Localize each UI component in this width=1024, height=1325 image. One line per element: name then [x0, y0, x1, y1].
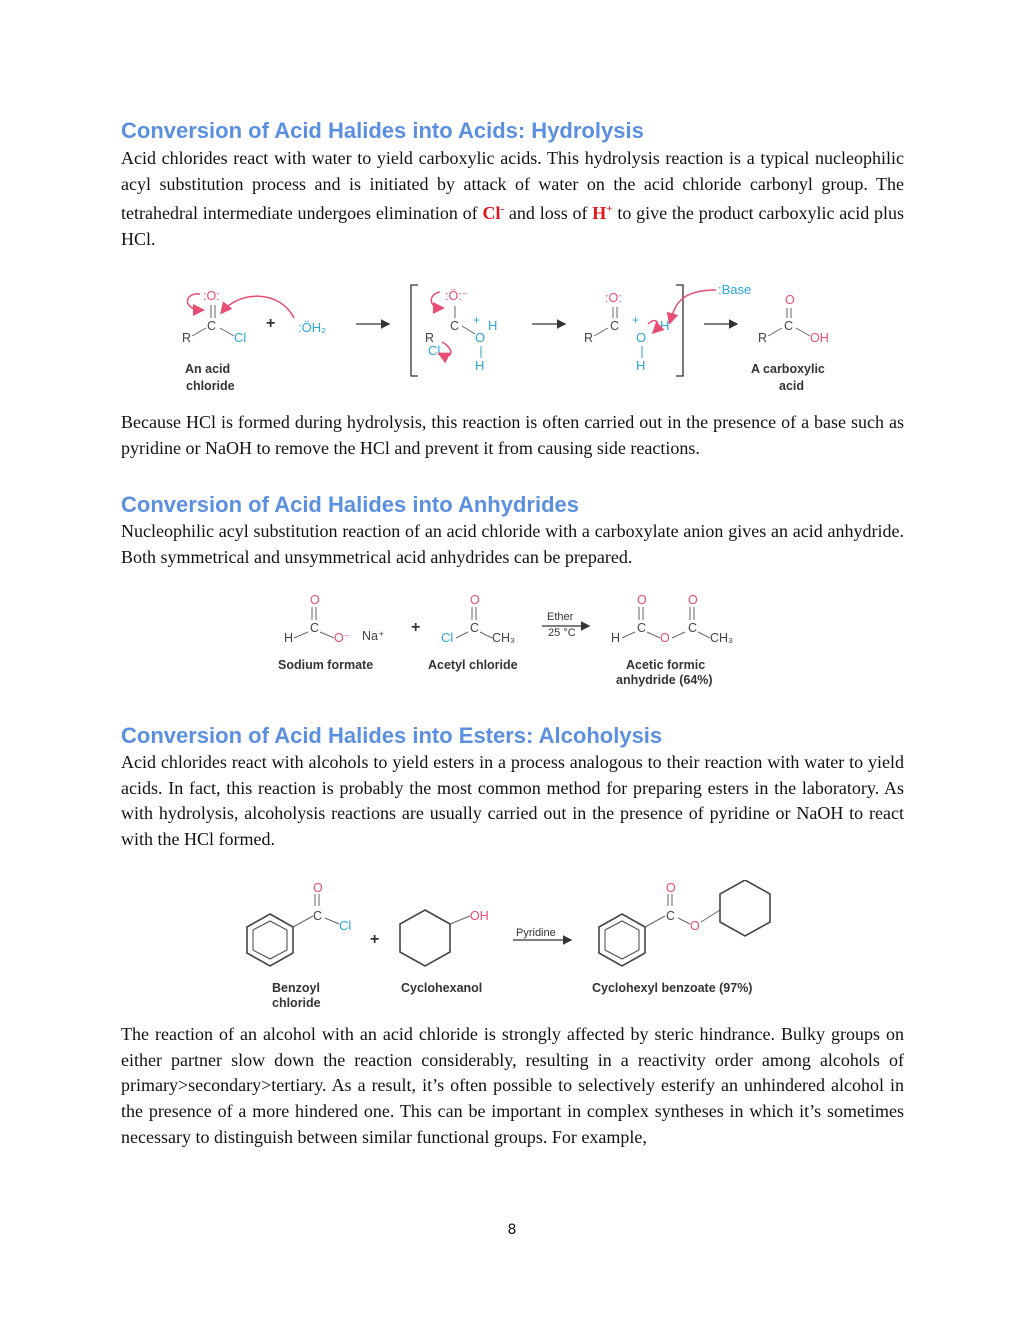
paragraph-hydrolysis-intro	[121, 146, 904, 253]
paragraph-anhydrides: Nucleophilic acyl substitution reaction of an acid chloride with a carboxylate anion gives an acid anhydride. Both symmetrical and unsymmetrical acid anhydrides can be prepared.	[121, 521, 904, 567]
product-label-1: A carboxylic	[751, 362, 825, 376]
section-heading-alcoholysis: Conversion of Acid Halides into Esters: Alcoholysis	[121, 723, 663, 748]
chloride-ion-charge: -	[500, 203, 505, 216]
svg-text:R: R	[584, 331, 594, 345]
ester-reaction-figure	[235, 880, 795, 1010]
text-span: to give the product carboxylic acid plus HCl.	[121, 203, 904, 250]
product-label-1: Acetic formic	[626, 658, 706, 672]
cyclohexanol-label: Cyclohexanol	[401, 981, 483, 995]
carboxylic-acid-structure	[758, 293, 829, 345]
acetic-formic-anhydride-structure	[611, 593, 733, 645]
acetyl-chloride-label: Acetyl chloride	[428, 658, 518, 672]
svg-text:R: R	[758, 331, 768, 345]
plus-sign: +	[411, 619, 421, 636]
tetrahedral-intermediate	[425, 289, 497, 373]
svg-text:OH: OH	[810, 331, 829, 345]
paragraph-steric-hindrance: The reaction of an alcohol with an acid chloride is strongly affected by steric hindrance. Bulky groups on either partner slow down the reaction considerably, resulting in a reactivity order among alcohols of primary>secondary>tertiary. As a result, it’s often possible to selectively esterify an unhindered alcohol in the presence of a more hindered one. This can be important in complex syntheses in which it’s sometimes necessary to distinguish between similar functional groups. For example,	[121, 1024, 904, 1147]
svg-text:+: +	[632, 313, 640, 327]
sodium-formate-structure	[284, 593, 385, 645]
svg-text:Cl: Cl	[441, 630, 454, 645]
svg-text:O: O	[470, 593, 480, 607]
svg-text:O: O	[313, 881, 323, 895]
svg-text:O: O	[666, 881, 676, 895]
svg-text:CH₃: CH₃	[710, 631, 734, 645]
svg-text:H: H	[636, 358, 646, 373]
curved-arrow	[670, 290, 716, 322]
bracket-left	[411, 285, 418, 376]
paragraph-alcoholysis: Acid chlorides react with alcohols to yield esters in a process analogous to their reaction with water to yield acids. In fact, this reaction is probably the most common method for preparing esters in the laboratory. As with hydrolysis, alcoholysis reactions are usually carried out in the presence of pyridine or NaOH to react with the HCl formed.	[121, 752, 904, 850]
svg-text:OH: OH	[470, 909, 489, 923]
section-heading-anhydrides: Conversion of Acid Halides into Anhydrides	[121, 492, 579, 517]
plus-sign: +	[266, 315, 276, 332]
svg-text:O: O	[785, 293, 795, 307]
svg-text:O⁻: O⁻	[334, 631, 351, 645]
condition-pyridine: Pyridine	[516, 927, 556, 939]
svg-text:H: H	[660, 318, 670, 333]
page-number: 8	[507, 1222, 517, 1238]
paragraph-hydrolysis-base: Because HCl is formed during hydrolysis, this reaction is often carried out in the presence of a base such as pyridine or NaOH to remove the HCl and prevent it from causing side reactions.	[121, 412, 904, 458]
svg-text:R: R	[425, 331, 435, 345]
hydrolysis-mechanism-figure	[170, 280, 870, 400]
svg-text:O: O	[690, 919, 700, 933]
svg-text:C: C	[313, 909, 323, 923]
acid-chloride-label-2: chloride	[186, 379, 235, 393]
benzoyl-label-2: chloride	[272, 996, 321, 1010]
svg-text:O: O	[310, 593, 320, 607]
chloride-ion: Cl	[482, 203, 501, 224]
svg-text:O: O	[688, 593, 698, 607]
protonated-acid	[584, 291, 669, 373]
svg-text:Cl: Cl	[428, 343, 441, 358]
benzoyl-label-1: Benzoyl	[272, 981, 320, 995]
condition-temperature: 25 °C	[548, 627, 576, 639]
acid-chloride-structure	[182, 289, 246, 345]
svg-text:Cl: Cl	[339, 918, 352, 933]
svg-text::O:: :O:	[605, 291, 622, 305]
cyclohexyl-benzoate-structure	[599, 880, 770, 966]
svg-text::Ö:⁻: :Ö:⁻	[445, 289, 469, 303]
svg-text::O:: :O:	[203, 289, 220, 303]
svg-text:C: C	[688, 621, 698, 635]
svg-text:C: C	[310, 621, 320, 635]
svg-text:C: C	[637, 621, 647, 635]
svg-text:H: H	[475, 358, 485, 373]
svg-text:CH₃: CH₃	[492, 631, 516, 645]
svg-text:H: H	[488, 318, 498, 333]
svg-text:C: C	[450, 319, 460, 333]
sodium-formate-label: Sodium formate	[278, 658, 374, 672]
product-label: Cyclohexyl benzoate (97%)	[592, 981, 753, 995]
text-span: Acid chlorides react with water to yield carboxylic acids. This hydrolysis reaction is a typical nucleophilic acyl substitution process and is initiated by attack of water on the acid chloride carbonyl group. The tetrahedral intermediate undergoes elimination of	[121, 148, 904, 224]
curved-arrow	[222, 296, 294, 318]
acetyl-chloride-structure	[441, 593, 515, 645]
proton-charge: +	[606, 203, 613, 216]
svg-text:+: +	[473, 313, 481, 327]
product-label-2: anhydride (64%)	[616, 673, 713, 687]
svg-text:H: H	[611, 631, 621, 645]
svg-text:Cl: Cl	[234, 330, 247, 345]
svg-text:C: C	[784, 319, 794, 333]
acid-chloride-label-1: An acid	[185, 362, 231, 376]
svg-text:O: O	[660, 631, 670, 645]
anhydride-reaction-figure	[270, 592, 750, 692]
base-label: :Base	[718, 282, 752, 297]
cyclohexanol-structure	[400, 909, 489, 966]
svg-text:O: O	[636, 330, 647, 345]
plus-sign: +	[370, 931, 380, 948]
svg-text:O: O	[637, 593, 647, 607]
svg-text:Na⁺: Na⁺	[362, 629, 385, 643]
condition-solvent: Ether	[547, 611, 574, 623]
proton: H	[592, 203, 607, 224]
svg-text:C: C	[470, 621, 480, 635]
water-molecule: :ÖH₂	[298, 320, 327, 335]
benzoyl-chloride-structure	[247, 881, 351, 966]
text-span: and loss of	[504, 203, 593, 224]
svg-text:C: C	[610, 319, 620, 333]
svg-text:C: C	[207, 319, 217, 333]
svg-text:H: H	[284, 631, 294, 645]
svg-text:R: R	[182, 331, 192, 345]
svg-text:C: C	[666, 909, 676, 923]
product-label-2: acid	[779, 379, 805, 393]
svg-text:O: O	[475, 330, 486, 345]
section-heading-hydrolysis: Conversion of Acid Halides into Acids: Hydrolysis	[121, 118, 644, 143]
